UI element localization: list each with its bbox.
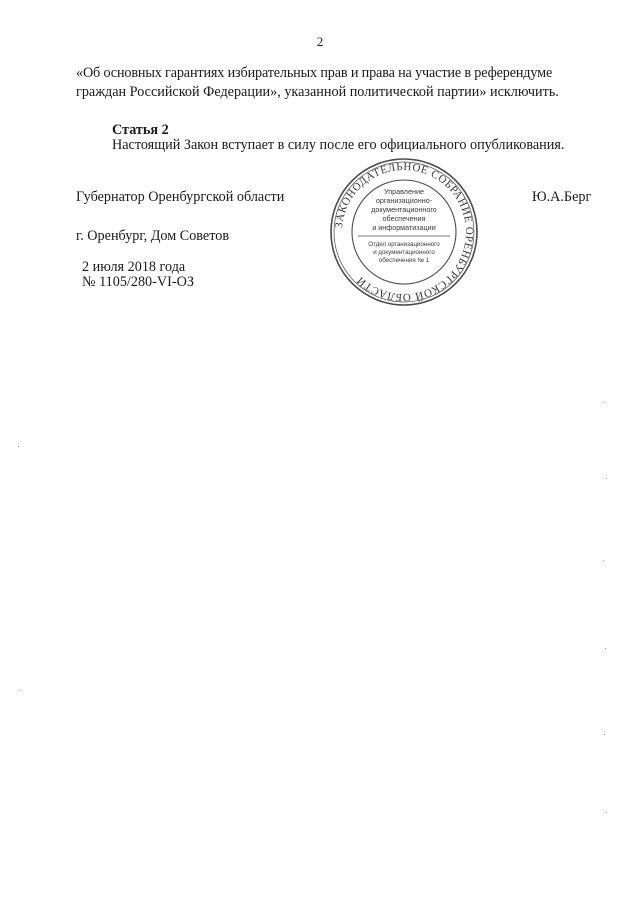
signing-date: 2 июля 2018 года: [82, 259, 186, 275]
scan-speck: [606, 812, 607, 813]
article-text: Настоящий Закон вступает в силу после его официального опубликования.: [112, 137, 565, 153]
official-stamp: [328, 156, 480, 308]
stamp-dept-line-3: обеспечения № 1: [378, 257, 430, 264]
stamp-outer-text: ЗАКОНОДАТЕЛЬНОЕ СОБРАНИЕ ОРЕНБУРГСКОЙ ОБЛАСТИ: [333, 160, 476, 304]
stamp-seal-icon: [328, 156, 480, 308]
stamp-line-5: и информатизации: [372, 223, 436, 232]
place-of-signing: г. Оренбург, Дом Советов: [76, 228, 230, 244]
scan-speck: [603, 560, 604, 561]
signatory-name: Ю.А.Берг: [532, 189, 592, 205]
stamp-line-2: организационно-: [375, 196, 433, 205]
stamp-line-3: документационного: [371, 205, 437, 214]
stamp-dept-line-1: Отдел организационного: [368, 241, 440, 248]
scan-speck: [606, 478, 607, 479]
scan-speck: [20, 690, 21, 691]
law-number: № 1105/280-VI-ОЗ: [82, 274, 194, 290]
scan-speck: [605, 648, 606, 649]
body-paragraph: [76, 64, 596, 102]
scan-speck: [604, 734, 605, 735]
stamp-line-4: обеспечения: [382, 214, 426, 223]
stamp-dept-line-2: и документационного: [373, 249, 435, 256]
paragraph-line-1: «Об основных гарантиях избирательных прав и права на участие в референдуме: [76, 65, 553, 81]
page-number: 2: [316, 34, 324, 49]
stamp-line-1: Управление: [384, 187, 424, 196]
scan-speck: [18, 446, 19, 447]
paragraph-line-2: граждан Российской Федерации», указанной политической партии» исключить.: [76, 84, 559, 100]
governor-title: Губернатор Оренбургской области: [76, 189, 285, 205]
article-heading: Статья 2: [112, 122, 169, 138]
scan-speck: [604, 402, 605, 403]
